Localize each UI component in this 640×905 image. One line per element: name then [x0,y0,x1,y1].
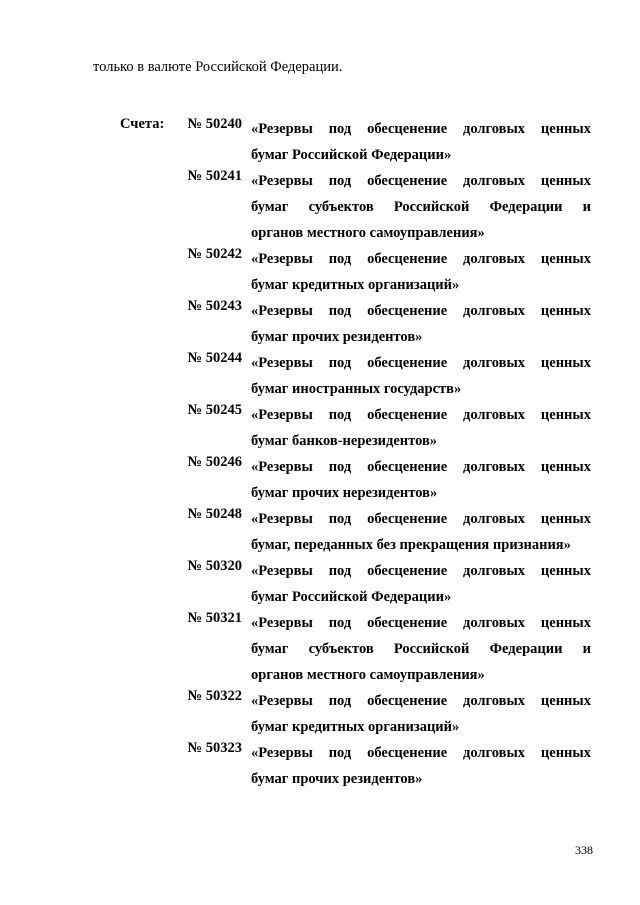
account-description-line: «Резервы под обесценение долговых ценных [251,745,591,761]
intro-text: только в валюте Российской Федерации. [93,59,343,75]
account-row [0,740,640,792]
account-description-line: «Резервы под обесценение долговых ценных [251,693,591,709]
account-description [251,610,591,688]
account-row [0,298,640,350]
account-description-line: «Резервы под обесценение долговых ценных [251,615,591,631]
account-description-line: бумаг субъектов Российской Федерации и [251,199,591,215]
account-number: № 50245 [187,402,242,418]
account-description [251,246,591,298]
account-description-line: бумаг иностранных государств» [251,381,462,397]
account-description-line: бумаг Российской Федерации» [251,589,452,605]
account-number: № 50240 [187,116,242,132]
account-description [251,506,591,558]
account-row [0,350,640,402]
account-number: № 50242 [187,246,242,262]
account-row [0,610,640,688]
account-description-line: бумаг банков-нерезидентов» [251,433,438,449]
account-description-line: бумаг прочих резидентов» [251,329,423,345]
account-description-line: «Резервы под обесценение долговых ценных [251,303,591,319]
account-description-line: бумаг прочих нерезидентов» [251,485,438,501]
account-description [251,688,591,740]
account-number: № 50322 [187,688,242,704]
account-row [0,558,640,610]
account-number: № 50248 [187,506,242,522]
account-description [251,558,591,610]
account-row [0,168,640,246]
account-description-line: бумаг Российской Федерации» [251,147,452,163]
page-number: 338 [575,843,593,857]
account-description-line: «Резервы под обесценение долговых ценных [251,173,591,189]
account-description-line: органов местного самоуправления» [251,667,485,683]
account-description-line: «Резервы под обесценение долговых ценных [251,511,591,527]
account-description [251,350,591,402]
account-description-line: «Резервы под обесценение долговых ценных [251,121,591,137]
account-description-line: бумаг прочих резидентов» [251,771,423,787]
account-description-line: «Резервы под обесценение долговых ценных [251,407,591,423]
accounts-list [0,116,640,792]
account-description [251,168,591,246]
account-description-line: «Резервы под обесценение долговых ценных [251,251,591,267]
accounts-label: Счета: [120,116,165,132]
account-description-line: бумаг кредитных организаций» [251,719,460,735]
accounts-container [0,116,640,792]
account-description-line: органов местного самоуправления» [251,225,485,241]
account-description [251,116,591,168]
account-row [0,506,640,558]
account-description [251,298,591,350]
account-description-line: бумаг кредитных организаций» [251,277,460,293]
account-number: № 50246 [187,454,242,470]
account-description-line: «Резервы под обесценение долговых ценных [251,563,591,579]
account-description-line: «Резервы под обесценение долговых ценных [251,459,591,475]
account-row [0,246,640,298]
account-row [0,402,640,454]
account-description [251,402,591,454]
account-number: № 50323 [187,740,242,756]
account-row [0,688,640,740]
account-number: № 50320 [187,558,242,574]
account-row [0,116,640,168]
account-description-line: бумаг, переданных без прекращения признания» [251,537,571,553]
account-number: № 50321 [187,610,242,626]
account-number: № 50244 [187,350,242,366]
account-number: № 50241 [187,168,242,184]
account-description [251,740,591,792]
account-description-line: бумаг субъектов Российской Федерации и [251,641,591,657]
account-row [0,454,640,506]
account-number: № 50243 [187,298,242,314]
account-description-line: «Резервы под обесценение долговых ценных [251,355,591,371]
account-description [251,454,591,506]
